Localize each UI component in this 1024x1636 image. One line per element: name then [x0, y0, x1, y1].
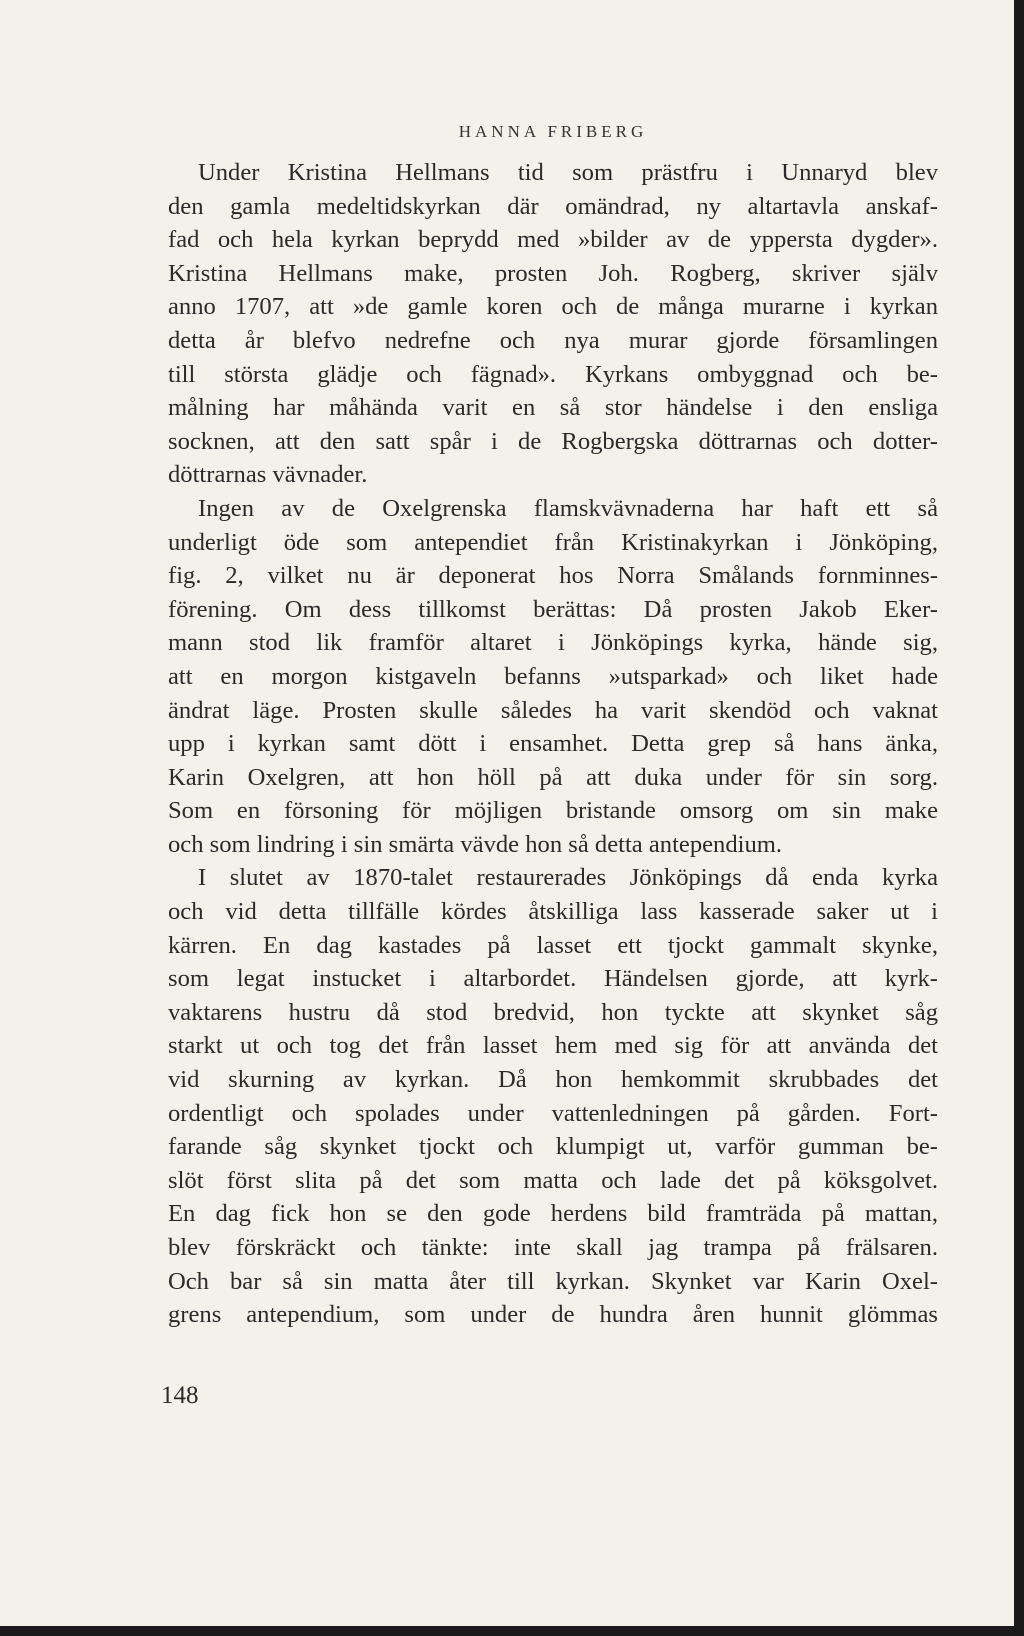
text-line: mann stod lik framför altaret i Jönköpings kyrka, hände sig, [168, 629, 938, 657]
text-line: döttrarnas vävnader. [168, 461, 368, 489]
text-line: fig. 2, vilket nu är deponerat hos Norra Smålands fornminnes- [168, 562, 938, 590]
text-line: anno 1707, att »de gamle koren och de många murarne i kyrkan [168, 293, 938, 321]
text-line: ordentligt och spolades under vattenledningen på gården. Fort- [168, 1099, 938, 1127]
text-line: detta år blefvo nedrefne och nya murar gjorde församlingen [168, 326, 938, 354]
text-line: Som en försoning för möjligen bristande omsorg om sin make [168, 797, 938, 825]
text-line: farande såg skynket tjockt och klumpigt ut, varför gumman be- [168, 1133, 938, 1161]
text-line: Under Kristina Hellmans tid som prästfru i Unnaryd blev [198, 159, 938, 186]
page-number: 148 [161, 1382, 199, 1409]
text-line: upp i kyrkan samt dött i ensamhet. Detta grep så hans änka, [168, 730, 938, 758]
text-line: grens antependium, som under de hundra åren hunnit glömmas [168, 1301, 938, 1329]
text-line: att en morgon kistgaveln befanns »utsparkad» och liket hade [168, 662, 938, 690]
text-line: fad och hela kyrkan beprydd med »bilder av de yppersta dygder». [168, 226, 938, 254]
text-line: I slutet av 1870-talet restaurerades Jönköpings då enda kyrka [198, 864, 938, 892]
text-line: kärren. En dag kastades på lasset ett tjockt gammalt skynke, [168, 931, 938, 959]
running-head: HANNA FRIBERG [458, 122, 648, 141]
text-line: som legat instucket i altarbordet. Händelsen gjorde, att kyrk- [168, 965, 938, 993]
text-line: ändrat läge. Prosten skulle således ha varit skendöd och vaknat [168, 696, 938, 724]
text-line: Karin Oxelgren, att hon höll på att duka under för sin sorg. [168, 763, 938, 791]
text-line: och som lindring i sin smärta vävde hon så detta antependium. [168, 830, 783, 858]
text-line: målning har måhända varit en så stor händelse i den ensliga [168, 394, 938, 422]
text-line: förening. Om dess tillkomst berättas: Då prosten Jakob Eker- [168, 595, 938, 623]
text-line: slöt först slita på det som matta och lade det på köksgolvet. [168, 1166, 938, 1194]
text-line: och vid detta tillfälle kördes åtskilliga lass kasserade saker ut i [168, 898, 938, 926]
text-line: socknen, att den satt spår i de Rogbergska döttrarnas och dotter- [168, 427, 938, 455]
text-line: till största glädje och fägnad». Kyrkans ombyggnad och be- [168, 360, 938, 388]
text-line: den gamla medeltidskyrkan där omändrad, ny altartavla anskaf- [168, 192, 938, 220]
text-line: blev förskräckt och tänkte: inte skall jag trampa på frälsaren. [168, 1234, 938, 1261]
text-line: En dag fick hon se den gode herdens bild framträda på mattan, [168, 1200, 938, 1228]
paragraph-2 [168, 492, 938, 862]
text-line: Ingen av de Oxelgrenska flamskvävnaderna har haft ett så [198, 494, 938, 522]
text-line: vid skurning av kyrkan. Då hon hemkommit skrubbades det [168, 1066, 938, 1094]
text-line: vaktarens hustru då stod bredvid, hon tyckte att skynket såg [168, 998, 938, 1026]
paragraph-1 [168, 156, 938, 492]
text-line: Och bar så sin matta åter till kyrkan. Skynket var Karin Oxel- [168, 1267, 938, 1295]
text-line: Kristina Hellmans make, prosten Joh. Rogberg, skriver själv [168, 259, 938, 287]
text-line: starkt ut och tog det från lasset hem med sig för att använda det [168, 1032, 938, 1060]
page-content [168, 106, 938, 1332]
text-line: underligt öde som antependiet från Kristinakyrkan i Jönköping, [168, 528, 938, 556]
paragraph-3 [168, 861, 938, 1331]
